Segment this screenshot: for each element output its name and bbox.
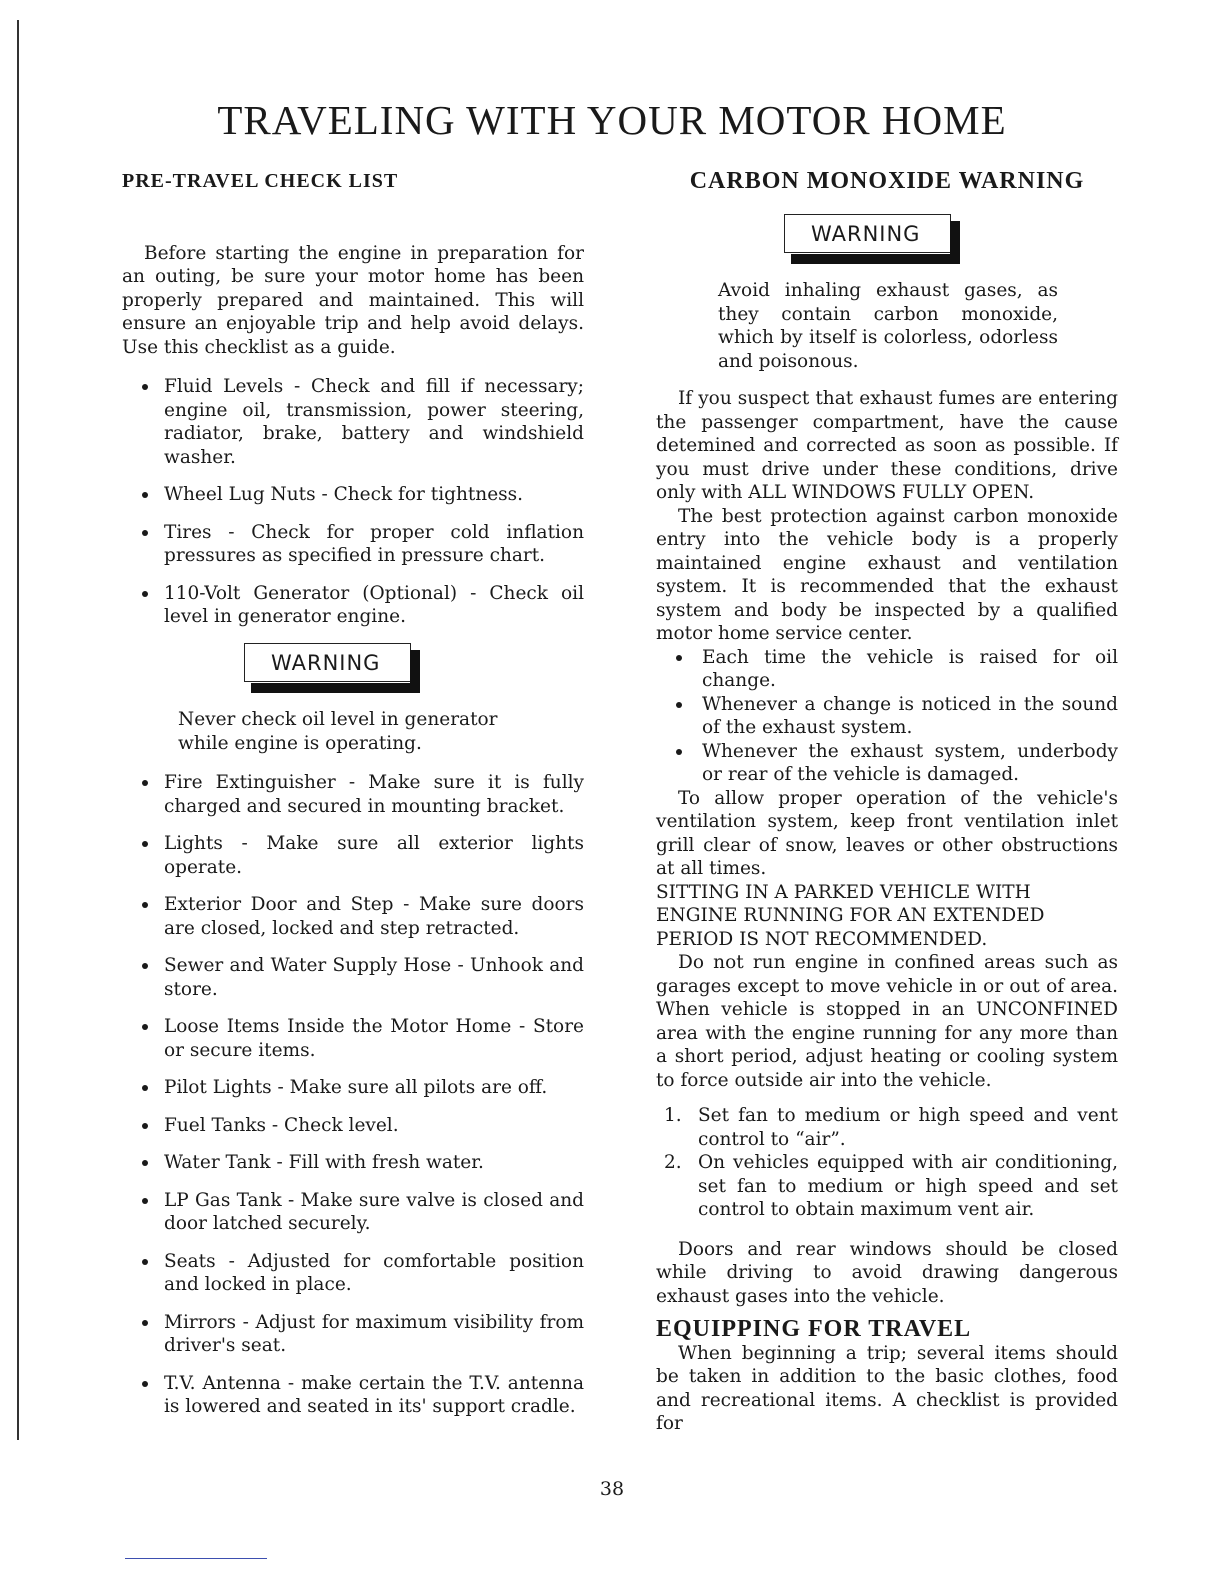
list-item: Loose Items Inside the Motor Home - Store or secure items.	[122, 1015, 584, 1062]
page-number: 38	[599, 1478, 625, 1500]
list-item: Water Tank - Fill with fresh water.	[122, 1151, 584, 1175]
list-item: Fire Extinguisher - Make sure it is fully charged and secured in mounting bracket.	[122, 771, 584, 818]
co-warning-text: Avoid inhaling exhaust gases, as they contain carbon monoxide, which by itself is colorless, odorless and poisonous.	[718, 280, 1058, 372]
list-item: LP Gas Tank - Make sure valve is closed and door latched securely.	[122, 1189, 584, 1236]
list-item: Pilot Lights - Make sure all pilots are off.	[122, 1076, 584, 1100]
co-caps-notice: SITTING IN A PARKED VEHICLE WITH ENGINE RUNNING FOR AN EXTENDED PERIOD IS NOT RECOMMENDED.	[656, 881, 1045, 950]
list-item: Sewer and Water Supply Hose - Unhook and store.	[122, 954, 584, 1001]
list-item: Fluid Levels - Check and fill if necessary; engine oil, transmission, power steering, radiator, brake, battery and windshield washer.	[122, 375, 584, 469]
list-item: Exterior Door and Step - Make sure doors are closed, locked and step retracted.	[122, 893, 584, 940]
list-item: Mirrors - Adjust for maximum visibility from driver's seat.	[122, 1311, 584, 1358]
list-item	[656, 1104, 1118, 1151]
list-item: T.V. Antenna - make certain the T.V. antenna is lowered and seated in its' support cradle.	[122, 1372, 584, 1419]
co-paragraph-3: To allow proper operation of the vehicle's ventilation system, keep front ventilation inlet grill clear of snow, leaves or other obstructions at all times.	[656, 787, 1118, 879]
co-paragraph-6: Doors and rear windows should be closed while driving to avoid drawing dangerous exhaust gases into the vehicle.	[656, 1238, 1118, 1307]
right-column	[656, 170, 1118, 1436]
step-number: 1.	[664, 1105, 682, 1126]
list-item: Fuel Tanks - Check level.	[122, 1114, 584, 1138]
equipping-paragraph: When beginning a trip; several items should be taken in addition to the basic clothes, food and recreational items. A checklist is provided for	[656, 1342, 1118, 1434]
list-item: Each time the vehicle is raised for oil change.	[656, 646, 1118, 693]
page-edge-line	[17, 20, 19, 1440]
equipping-heading: EQUIPPING FOR TRAVEL	[656, 1316, 972, 1342]
list-item: Wheel Lug Nuts - Check for tightness.	[122, 483, 584, 507]
pre-travel-heading: PRE-TRAVEL CHECK LIST	[122, 170, 399, 192]
co-warning-box: WARNING	[784, 214, 951, 254]
list-item: Lights - Make sure all exterior lights operate.	[122, 832, 584, 879]
list-item: Whenever a change is noticed in the sound of the exhaust system.	[656, 693, 1118, 740]
generator-warning-text: Never check oil level in generator while engine is operating.	[178, 709, 498, 754]
checklist-b	[122, 771, 584, 1419]
ventilation-steps	[656, 1104, 1118, 1222]
step-text: Set fan to medium or high speed and vent control to “air”.	[698, 1105, 1118, 1150]
inspection-list	[656, 646, 1118, 787]
list-item: Whenever the exhaust system, underbody or rear of the vehicle is damaged.	[656, 740, 1118, 787]
co-paragraph-1: If you suspect that exhaust fumes are entering the passenger compartment, have the cause detemined and corrected as soon as possible. If you must drive under these conditions, drive only with ALL WINDOWS FULLY OPEN.	[656, 388, 1118, 503]
list-item: Seats - Adjusted for comfortable position and locked in place.	[122, 1250, 584, 1297]
generator-warning-box: WARNING	[244, 643, 411, 683]
page-title: TRAVELING WITH YOUR MOTOR HOME	[217, 97, 1007, 143]
list-item: 110-Volt Generator (Optional) - Check oil level in generator engine.	[122, 582, 584, 629]
left-column	[122, 170, 584, 1419]
list-item	[656, 1151, 1118, 1222]
pre-travel-intro: Before starting the engine in preparation for an outing, be sure your motor home has been properly prepared and maintained. This will ensure an enjoyable trip and help avoid delays. Use this checklist as a guide.	[122, 242, 584, 358]
checklist-a	[122, 375, 584, 629]
co-paragraph-2: The best protection against carbon monoxide entry into the vehicle body is a properly maintained engine exhaust and ventilation system. It is recommended that the exhaust system and body be inspected by a qualified motor home service center.	[656, 505, 1118, 644]
co-paragraph-5: Do not run engine in confined areas such as garages except to move vehicle in or out of area. When vehicle is stopped in an UNCONFINED area with the engine running for any more than a short period, adjust heating or cooling system to force outside air into the vehicle.	[656, 952, 1118, 1091]
footer-line	[125, 1558, 267, 1559]
step-number: 2.	[664, 1152, 682, 1173]
carbon-monoxide-heading: CARBON MONOXIDE WARNING	[689, 168, 1085, 194]
step-text: On vehicles equipped with air conditioning, set fan to medium or high speed and set control to obtain maximum vent air.	[698, 1152, 1118, 1220]
list-item: Tires - Check for proper cold inflation pressures as specified in pressure chart.	[122, 521, 584, 568]
